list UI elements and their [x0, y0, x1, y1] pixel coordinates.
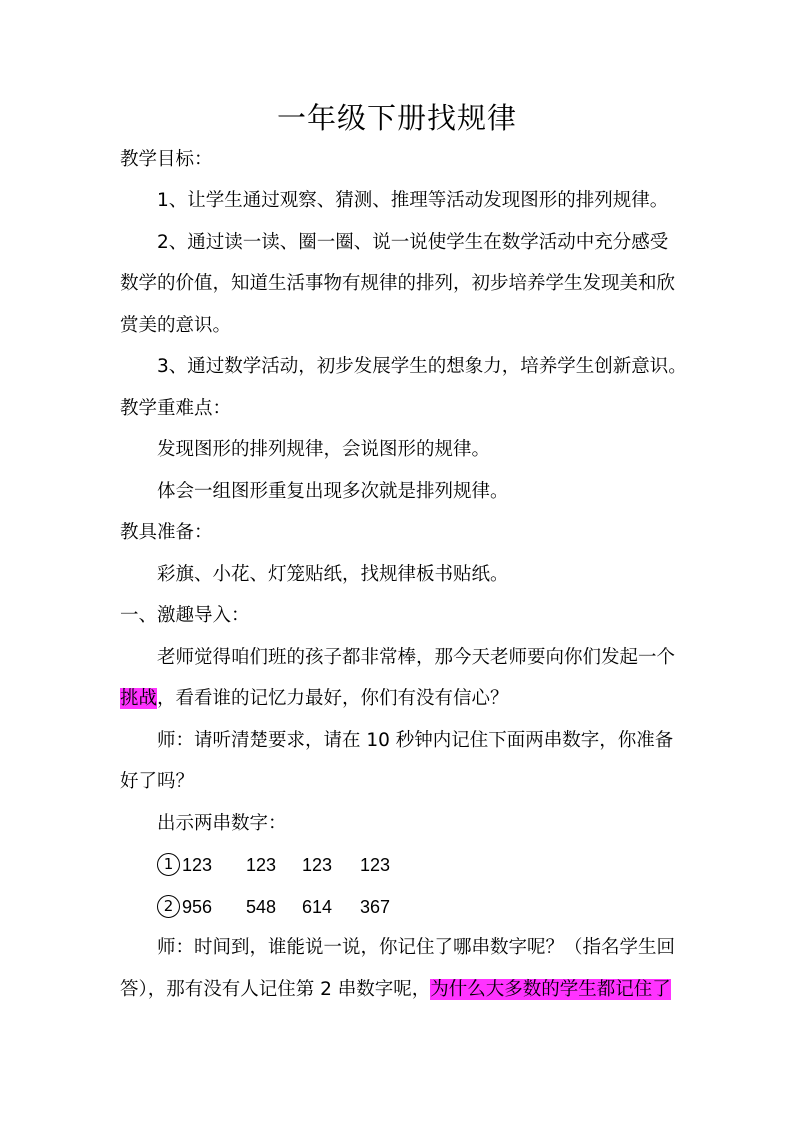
document-title: 一年级下册找规律	[276, 101, 517, 135]
paragraph-3-line-2	[120, 976, 680, 1004]
goal-1: 1、让学生通过观察、猜测、推理等活动发现图形的排列规律。	[157, 190, 669, 211]
paragraph-1-line-2	[120, 685, 680, 713]
circled-number-1: 1	[157, 853, 180, 876]
key-point-1: 发现图形的排列规律，会说图形的规律。	[157, 439, 491, 460]
show-numbers-label: 出示两串数字：	[157, 813, 287, 834]
number-value: 123	[360, 855, 391, 875]
paragraph-3-plain: 答），那有没有人记住第 2 串数字呢，	[120, 979, 431, 1000]
paragraph-1-line-1: 老师觉得咱们班的孩子都非常棒，那今天老师要向你们发起一个	[157, 647, 676, 668]
number-value: 123	[246, 855, 277, 875]
goal-2-line-3: 赏美的意识。	[120, 315, 232, 336]
goal-2-line-1: 2、通过读一读、圈一圈、说一说使学生在数学活动中充分感受	[157, 232, 669, 253]
number-row-2	[157, 893, 680, 922]
paragraph-1-rest: ，看看谁的记忆力最好，你们有没有信心？	[157, 688, 509, 709]
goal-2-line-2: 数学的价值，知道生活事物有规律的排列，初步培养学生发现美和欣	[120, 273, 676, 294]
tools-list: 彩旗、小花、灯笼贴纸，找规律板书贴纸。	[157, 564, 509, 585]
number-value: 956	[182, 897, 213, 917]
key-point-2: 体会一组图形重复出现多次就是排列规律。	[157, 481, 509, 502]
goal-3: 3、通过数学活动，初步发展学生的想象力，培养学生创新意识。	[157, 356, 687, 377]
paragraph-2-line-2: 好了吗？	[120, 771, 195, 792]
tools-heading: 教具准备：	[120, 522, 213, 543]
key-heading: 教学重难点：	[120, 398, 232, 419]
number-value: 548	[246, 897, 277, 917]
number-row-1	[157, 851, 680, 880]
paragraph-3-line-1: 师：时间到，谁能说一说，你记住了哪串数字呢？（指名学生回	[157, 937, 676, 958]
highlighted-text: 挑战	[120, 688, 158, 709]
intro-heading: 一、激趣导入：	[120, 605, 250, 626]
number-value: 614	[302, 897, 333, 917]
number-value: 123	[182, 855, 213, 875]
number-value: 123	[302, 855, 333, 875]
number-value: 367	[360, 897, 391, 917]
circled-number-2: 2	[157, 895, 180, 918]
highlighted-text: 为什么大多数的学生都记住了	[430, 979, 671, 1000]
goals-heading: 教学目标：	[120, 149, 213, 170]
paragraph-2-line-1: 师：请听清楚要求，请在 10 秒钟内记住下面两串数字，你准备	[157, 730, 674, 751]
